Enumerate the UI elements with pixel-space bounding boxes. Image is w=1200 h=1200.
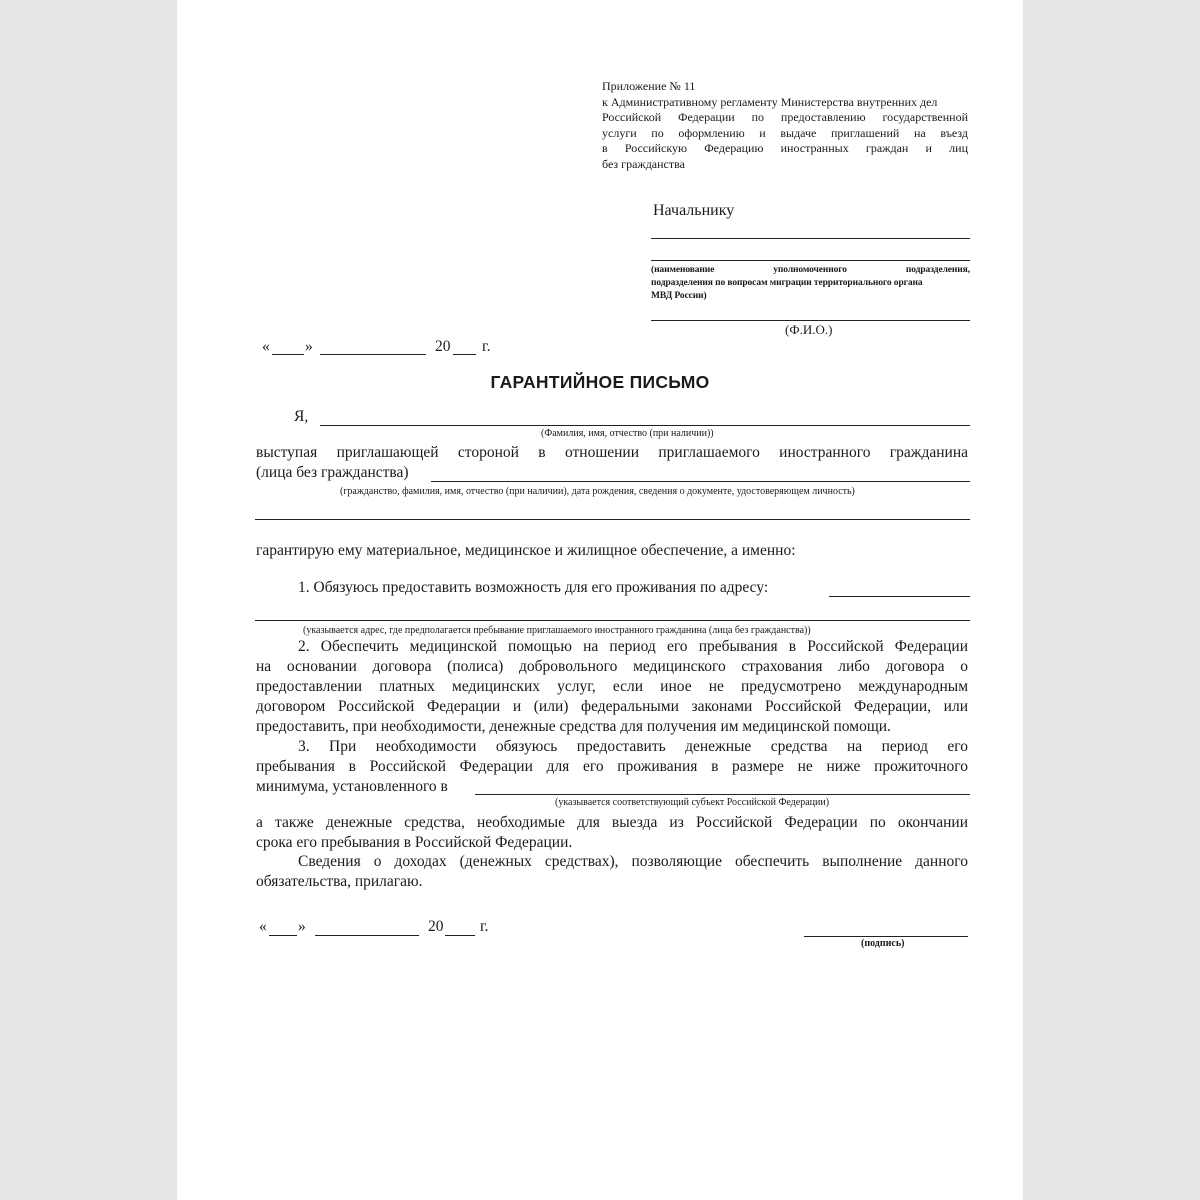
name-hint: (Фамилия, имя, отчество (при наличии)): [541, 428, 714, 439]
date-top-suffix: г.: [482, 338, 491, 355]
fio-blank-line[interactable]: [651, 320, 970, 321]
addressee-to: Начальнику: [653, 202, 735, 219]
appendix-header: [602, 79, 968, 172]
income-line: Сведения о доходах (денежных средствах), позволяющие обеспечить выполнение данного: [298, 853, 968, 870]
acting-line: выступая приглашающей стороной в отношении приглашаемого иностранного гражданина: [256, 444, 968, 461]
unit-hint: [651, 264, 970, 303]
appendix-line: в Российскую Федерацию иностранных граждан и лиц: [602, 141, 968, 155]
item1-text: 1. Обязуюсь предоставить возможность для его проживания по адресу:: [298, 579, 769, 596]
signature-hint: (подпись): [861, 938, 905, 949]
fio-hint: (Ф.И.О.): [785, 322, 833, 337]
also-paragraph: [256, 813, 968, 853]
address-hint: (указывается адрес, где предполагается пребывание приглашаемого иностранного гражданина (лица без гражданства)): [303, 625, 811, 636]
date-top-day-blank[interactable]: [272, 354, 304, 355]
i-label: Я,: [294, 408, 309, 425]
item2-line: на основании договора (полиса) добровольного медицинского страхования либо договора о: [256, 658, 968, 675]
appendix-line: услуги по оформлению и выдаче приглашений на въезд: [602, 125, 968, 140]
item2-line: предоставить, при необходимости, денежные средства для получения им медицинской помощи.: [256, 718, 891, 735]
foreigner-hint: (гражданство, фамилия, имя, отчество (при наличии), дата рождения, сведения о документе, удостоверяющем личность): [340, 486, 855, 497]
item2-line: предоставлении платных медицинских услуг, если иное не предусмотрено международным: [256, 678, 968, 695]
unit-hint-line: подразделения по вопросам миграции территориального органа: [651, 278, 923, 288]
appendix-line: Приложение № 11: [602, 79, 696, 93]
acting-paragraph: [256, 443, 968, 483]
acting-line: (лица без гражданства): [256, 464, 409, 481]
unit-blank-line-2[interactable]: [651, 260, 970, 261]
address-blank-line[interactable]: [829, 596, 970, 597]
appendix-line: Российской Федерации по предоставлению государственной: [602, 110, 968, 124]
item3-line: минимума, установленного в: [256, 778, 448, 795]
name-blank-line[interactable]: [320, 425, 970, 426]
foreigner-blank-line-2[interactable]: [255, 519, 970, 520]
signature-blank-line[interactable]: [804, 936, 968, 937]
item3-line: пребывания в Российской Федерации для его проживания в размере не ниже прожиточного: [256, 758, 968, 775]
document-page: [177, 0, 1023, 1200]
date-top-close-quote: »: [305, 338, 313, 355]
unit-hint-line: МВД России): [651, 291, 707, 301]
income-paragraph: [256, 852, 968, 892]
date-bottom-month-blank[interactable]: [315, 935, 419, 936]
income-line: обязательства, прилагаю.: [256, 873, 423, 890]
date-top-year-prefix: 20: [435, 338, 451, 355]
unit-blank-line[interactable]: [651, 238, 970, 239]
date-bottom-close-quote: »: [298, 918, 306, 935]
address-blank-line-2[interactable]: [255, 620, 970, 621]
also-line: срока его пребывания в Российской Федерации.: [256, 834, 573, 851]
date-bottom-suffix: г.: [480, 918, 489, 935]
date-bottom-year-blank[interactable]: [445, 935, 475, 936]
subject-hint: (указывается соответствующий субъект Российской Федерации): [555, 797, 830, 808]
item3-paragraph: [256, 737, 968, 797]
date-top-month-blank[interactable]: [320, 354, 426, 355]
item2-paragraph: [256, 637, 968, 737]
date-bottom-year-prefix: 20: [428, 918, 444, 935]
date-bottom-open-quote: «: [259, 918, 267, 935]
foreigner-blank-line[interactable]: [431, 481, 970, 482]
document-title: ГАРАНТИЙНОЕ ПИСЬМО: [490, 372, 710, 392]
also-line: а также денежные средства, необходимые для выезда из Российской Федерации по окончании: [256, 814, 968, 831]
item3-line: 3. При необходимости обязуюсь предоставить денежные средства на период его: [298, 738, 968, 755]
item2-line: 2. Обеспечить медицинской помощью на период его пребывания в Российской Федерации: [298, 638, 968, 655]
item2-line: договором Российской Федерации и (или) федеральными законами Российской Федерации, или: [256, 698, 968, 715]
guarantee-text: гарантирую ему материальное, медицинское и жилищное обеспечение, а именно:: [256, 542, 796, 559]
appendix-line: к Административному регламенту Министерства внутренних дел: [602, 94, 938, 109]
appendix-line: без гражданства: [602, 156, 685, 171]
subject-blank-line[interactable]: [475, 794, 970, 795]
date-top-open-quote: «: [262, 338, 270, 355]
date-top-year-blank[interactable]: [453, 354, 476, 355]
unit-hint-line: (наименование уполномоченного подразделения,: [651, 265, 970, 275]
date-bottom-day-blank[interactable]: [269, 935, 297, 936]
